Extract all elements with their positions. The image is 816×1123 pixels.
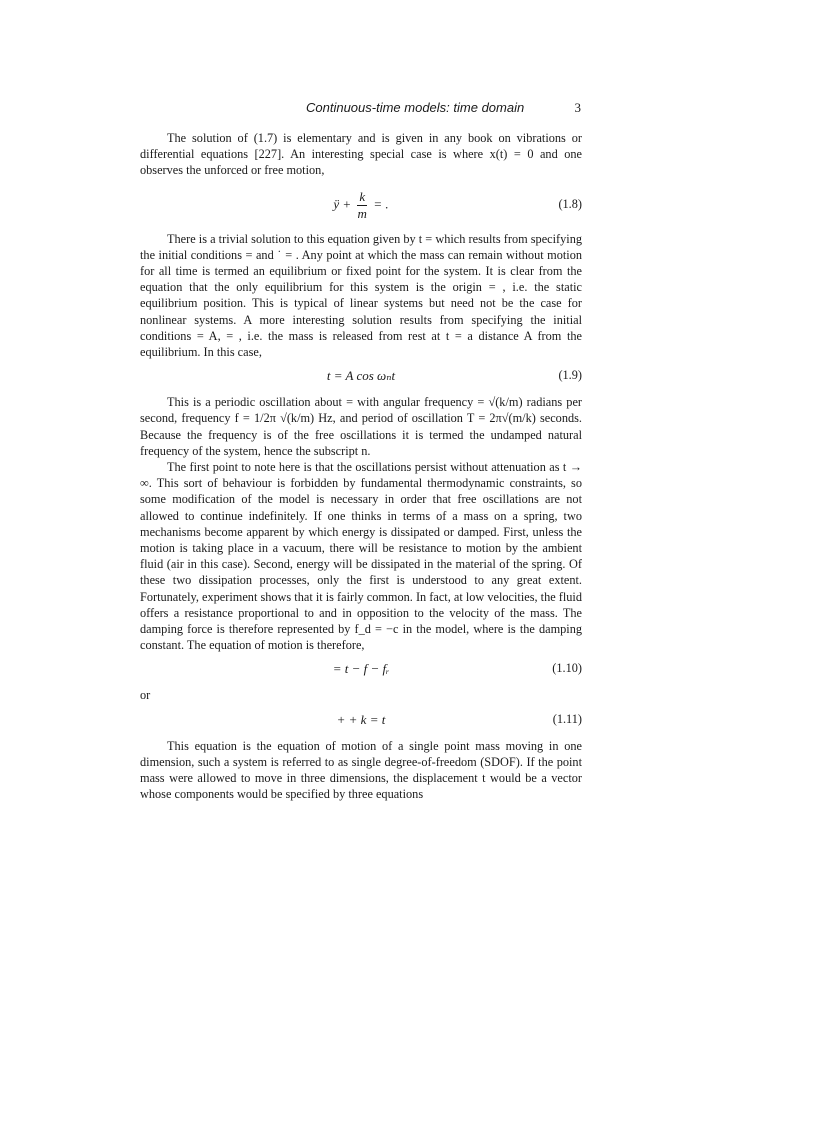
equation-1-9-expression: t = A cos ωₙt — [326, 368, 396, 384]
header-gap — [140, 120, 582, 130]
equation-1-8-denominator: m — [357, 205, 367, 221]
paragraph-damping: The first point to note here is that the oscillations persist without attenuation as t → ∞. This sort of behaviour is forbidden by fundamental thermodynamic constraints, so some modification of the model is necessary in order that free oscillations are not allowed to continue indefinitely. If one thinks in terms of a mass on a spring, two mechanisms become apparent by which energy is dissipated or damped. First, unless the motion is taking place in a vacuum, there will be resistance to motion by the ambient fluid (air in this case). Second, energy will be dissipated in the material of the spring. Of these two dissipation processes, only the first is understood to any great extent. Fortunately, experiment shows that it is fairly common. In fact, at low velocities, the fluid offers a resistance proportional to and in opposition to the velocity of the mass. The damping force is therefore represented by f_d = −c in the model, where is the damping constant. The equation of motion is therefore, — [140, 460, 582, 653]
equation-1-10 — [140, 659, 582, 681]
equation-1-10-expression: = t − f − fᵣ — [332, 661, 390, 677]
paragraph-intro: The solution of (1.7) is elementary and is given in any book on vibrations or differential equations [227]. An interesting special case is where x(t) = 0 and one observes the unforced or free motion, — [140, 131, 582, 178]
equation-1-8-lhs: ÿ + — [333, 196, 355, 212]
equation-1-11 — [140, 710, 582, 732]
equation-1-8 — [140, 185, 582, 225]
equation-1-9-number: (1.9) — [558, 368, 582, 383]
equation-1-10-number: (1.10) — [552, 661, 582, 676]
paragraph-sdof: This equation is the equation of motion of a single point mass moving in one dimension, such a system is referred to as single degree-of-freedom (SDOF). If the point mass were allowed to move in three dimensions, the displacement t would be a vector whose components would be specified by three equations — [140, 738, 582, 802]
equation-1-8-fraction — [357, 189, 367, 222]
equation-1-11-expression: + + k = t — [336, 711, 386, 727]
running-title: Continuous-time models: time domain — [306, 100, 525, 115]
equation-1-8-rhs: = . — [370, 196, 389, 212]
connector-or: or — [140, 688, 151, 703]
paragraph-trivial-solution: There is a trivial solution to this equation given by t = which results from specifying the initial conditions = and ˙ = . Any point at which the mass can remain without motion for all time is termed an equilibrium or fixed point for the system. It is clear from the equation that the only equilibrium for this system is the origin = , i.e. the static equilibrium position. This is typical of linear systems but need not be the case for nonlinear systems. A more interesting solution results from specifying the initial conditions = A, = , i.e. the mass is released from rest at t = a distance A from the equilibrium. In this case, — [140, 231, 582, 360]
equation-1-9 — [140, 366, 582, 388]
equation-1-8-numerator: k — [359, 188, 366, 204]
equation-1-8-number: (1.8) — [558, 196, 582, 211]
running-header — [140, 96, 582, 120]
page-content — [140, 96, 582, 803]
equation-1-8-expression — [140, 189, 582, 222]
paragraph-periodic-oscillation: This is a periodic oscillation about = with angular frequency = √(k/m) radians per second, frequency f = 1/2π √(k/m) Hz, and period of oscillation T = 2π√(m/k) seconds. Because the frequency is of the free oscillations it is termed the undamped natural frequency of the system, hence the subscript n. — [140, 395, 582, 458]
page-number: 3 — [574, 100, 581, 115]
equation-1-11-number: (1.11) — [552, 711, 582, 726]
